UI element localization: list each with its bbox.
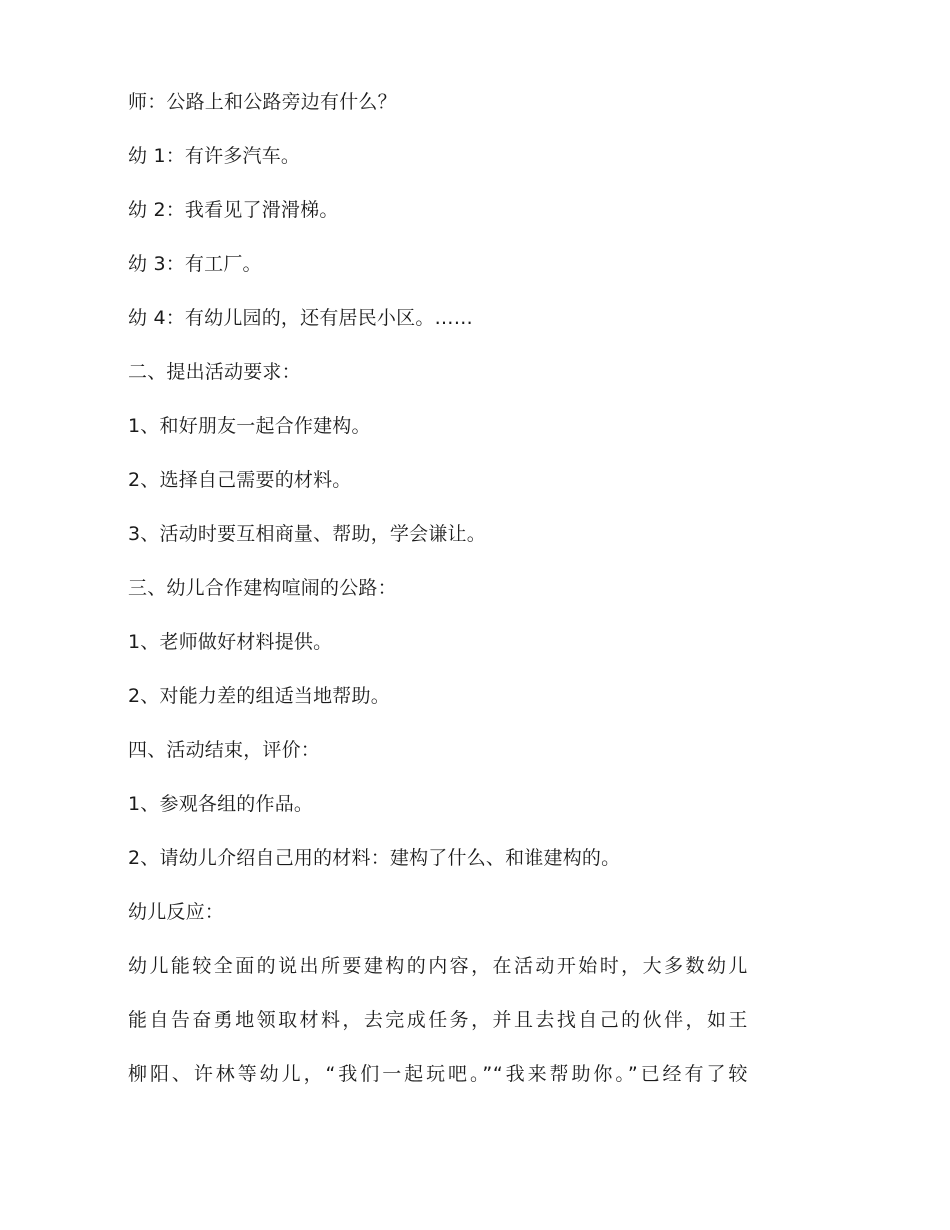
paragraph-line: 幼儿能较全面的说出所要建构的内容，在活动开始时，大多数幼儿 [128,955,748,977]
list-item: 1、和好朋友一起合作建构。 [128,415,371,437]
paragraph-line: 能自告奋勇地领取材料，去完成任务，并且去找自己的伙伴，如王 [128,1009,748,1031]
section-heading-4: 四、活动结束，评价： [128,739,321,761]
paragraph-line: 柳阳、许林等幼儿，“我们一起玩吧。”“我来帮助你。”已经有了较 [128,1063,748,1085]
list-item: 2、选择自己需要的材料。 [128,469,352,491]
reaction-heading: 幼儿反应： [128,901,225,923]
list-item: 3、活动时要互相商量、帮助，学会谦让。 [128,523,486,545]
dialogue-line-child-4: 幼 4：有幼儿园的，还有居民小区。…… [128,307,473,329]
dialogue-line-child-3: 幼 3：有工厂。 [128,253,262,275]
list-item: 1、老师做好材料提供。 [128,631,333,653]
list-item: 2、对能力差的组适当地帮助。 [128,685,390,707]
reaction-paragraph [128,939,748,1101]
list-item: 1、参观各组的作品。 [128,793,314,815]
list-item: 2、请幼儿介绍自己用的材料：建构了什么、和谁建构的。 [128,847,621,869]
section-heading-3: 三、幼儿合作建构喧闹的公路： [128,577,397,599]
dialogue-line-child-1: 幼 1：有许多汽车。 [128,145,301,167]
dialogue-line-teacher: 师：公路上和公路旁边有什么？ [128,91,397,113]
dialogue-line-child-2: 幼 2：我看见了滑滑梯。 [128,199,339,221]
section-heading-2: 二、提出活动要求： [128,361,301,383]
